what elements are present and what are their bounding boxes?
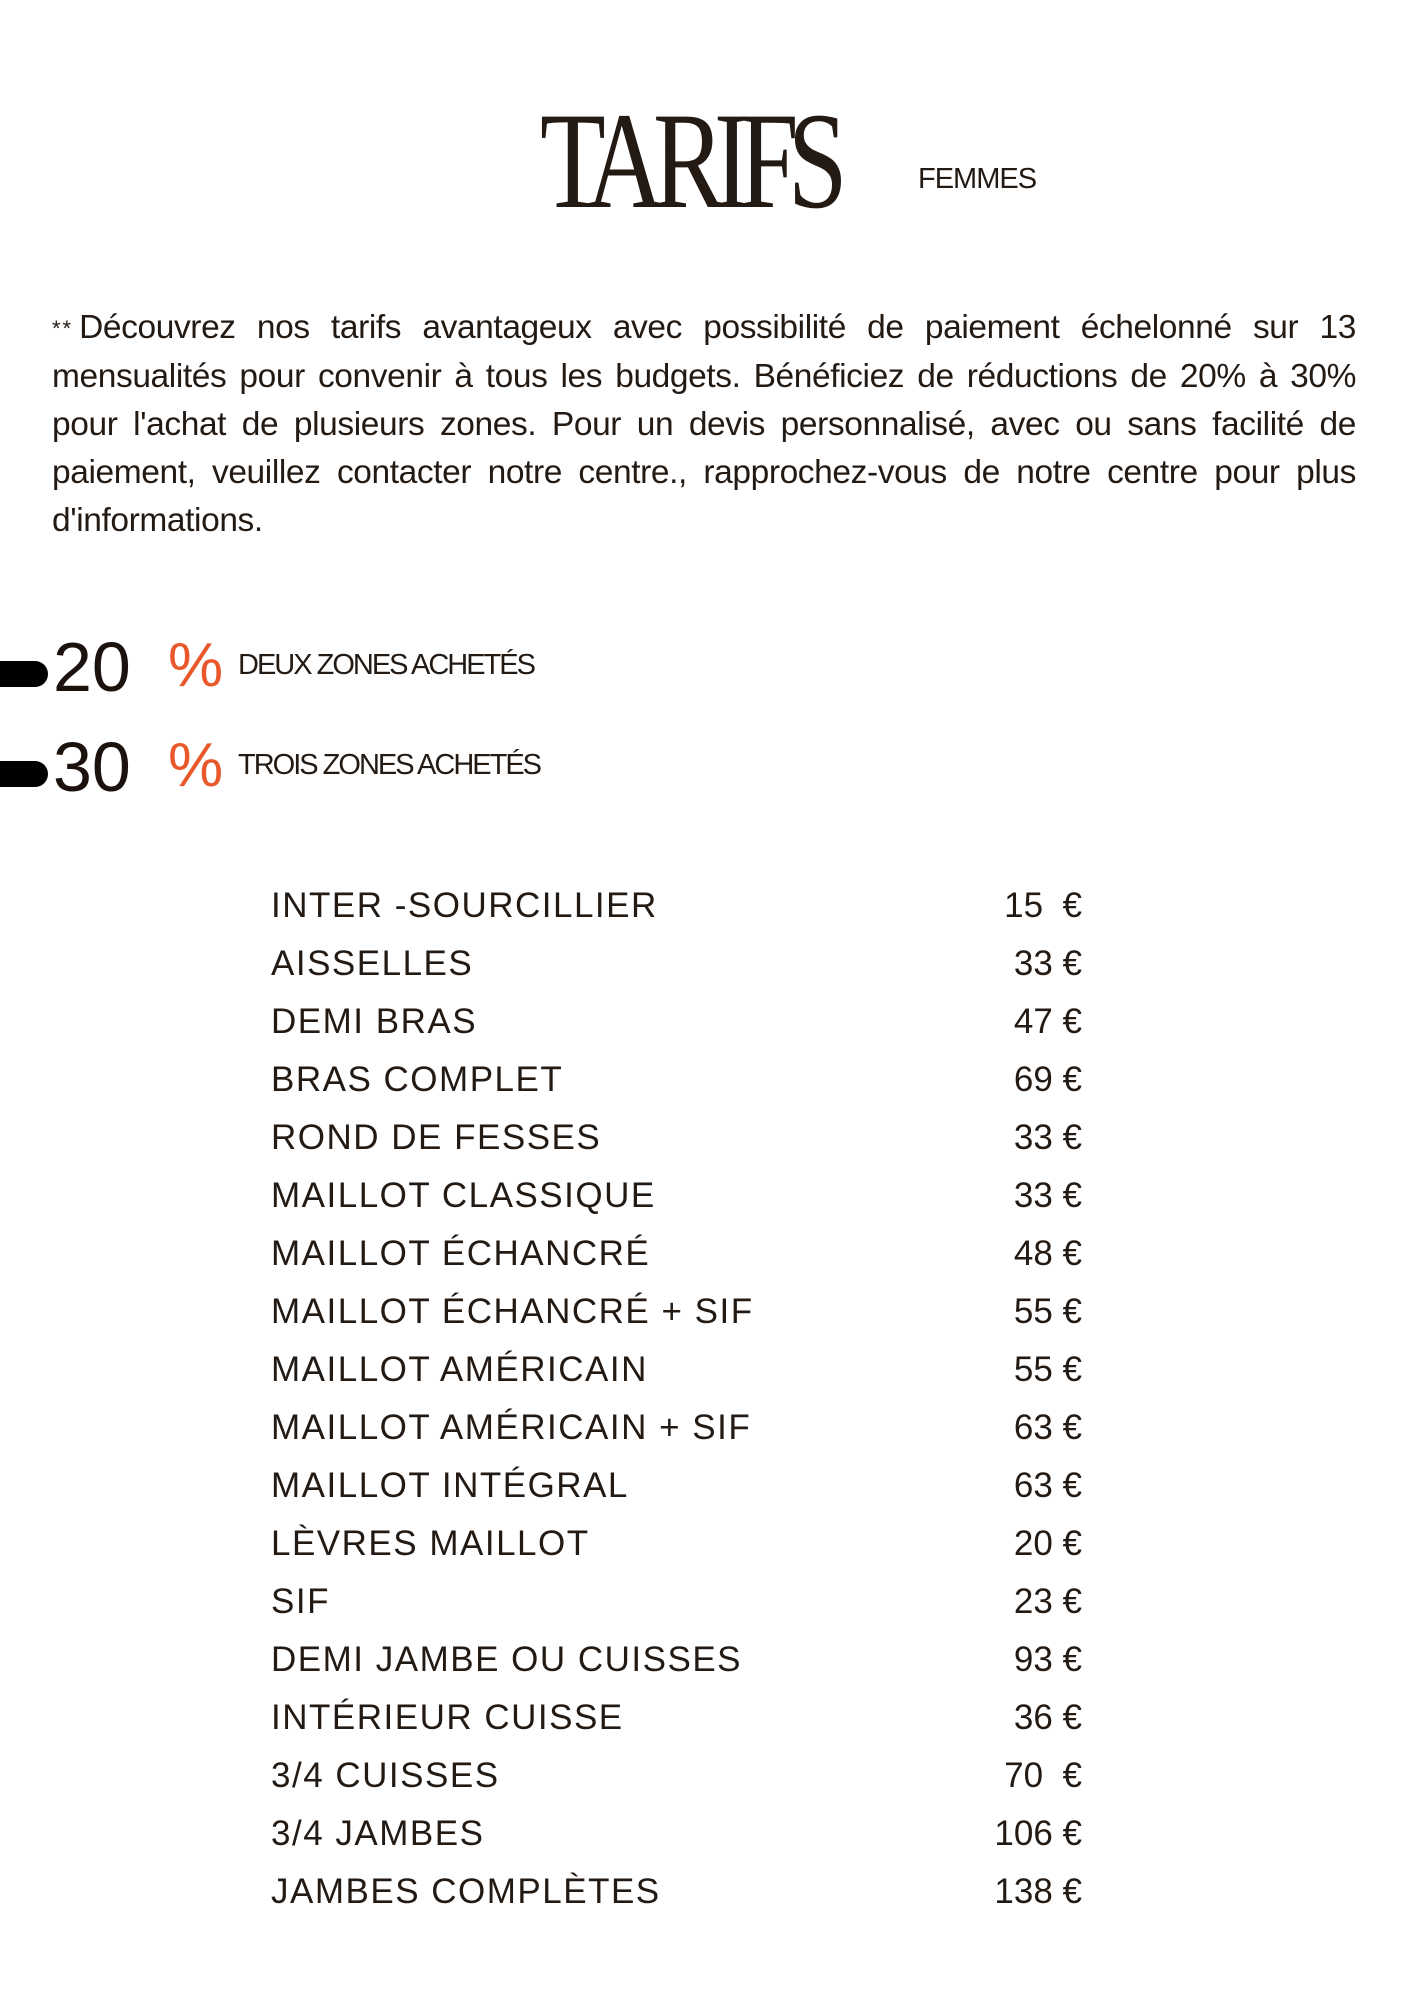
price-row (271, 994, 1082, 1052)
price-row (271, 1342, 1082, 1400)
price-row (271, 1690, 1082, 1748)
price-item-name: DEMI JAMBE OU CUISSES (271, 1640, 743, 1679)
price-item-name: ROND DE FESSES (271, 1118, 602, 1157)
price-item-name: MAILLOT ÉCHANCRÉ (271, 1234, 651, 1273)
price-value: 33 € (1013, 1176, 1082, 1215)
price-item-name: MAILLOT AMÉRICAIN (271, 1350, 648, 1389)
price-value: 23 € (1013, 1582, 1082, 1621)
price-list (271, 878, 1082, 1922)
price-row (271, 1226, 1082, 1284)
price-item-name: INTÉRIEUR CUISSE (271, 1698, 624, 1737)
price-value: 15 € (1004, 886, 1082, 925)
price-value: 138 € (994, 1872, 1082, 1911)
price-item-name: 3/4 CUISSES (271, 1756, 500, 1795)
discount-value: 20 (53, 628, 131, 706)
price-item-name: AISSELLES (271, 944, 474, 983)
intro-text: Découvrez nos tarifs avantageux avec possibilité de paiement échelonné sur 13 mensualités pour convenir à tous les budgets. Bénéficiez de réductions de 20% à 30% pour l'achat de plusieurs zones. Pour un devis personnalisé, avec ou sans facilité de paiement, veuillez contacter notre centre., rapprochez-vous de notre centre pour plus d'informations. (52, 309, 1356, 540)
discount-label: DEUX ZONES ACHETÉS (238, 649, 534, 681)
price-item-name: DEMI BRAS (271, 1002, 478, 1041)
price-row (271, 936, 1082, 994)
price-item-name: JAMBES COMPLÈTES (271, 1872, 661, 1911)
price-value: 55 € (1013, 1350, 1082, 1389)
page-title: TARIFS (540, 84, 837, 237)
price-item-name: 3/4 JAMBES (271, 1814, 485, 1853)
price-row (271, 1458, 1082, 1516)
percent-symbol: % (168, 731, 224, 800)
price-item-name: MAILLOT AMÉRICAIN + SIF (271, 1408, 752, 1447)
price-row (271, 1632, 1082, 1690)
price-row (271, 1748, 1082, 1806)
bullet-marker-icon (0, 761, 48, 787)
discount-three-zones (0, 727, 620, 807)
price-value: 106 € (994, 1814, 1082, 1853)
price-item-name: MAILLOT CLASSIQUE (271, 1176, 656, 1215)
price-row (271, 878, 1082, 936)
price-value: 63 € (1013, 1408, 1082, 1447)
price-row (271, 1110, 1082, 1168)
price-row (271, 1806, 1082, 1864)
price-row (271, 1516, 1082, 1574)
price-item-name: LÈVRES MAILLOT (271, 1524, 590, 1563)
price-item-name: INTER -SOURCILLIER (271, 886, 658, 925)
price-value: 36 € (1013, 1698, 1082, 1737)
percent-symbol: % (168, 631, 224, 700)
discount-two-zones (0, 627, 620, 707)
price-row (271, 1284, 1082, 1342)
price-value: 33 € (1013, 944, 1082, 983)
price-item-name: SIF (271, 1582, 330, 1621)
asterisk-marker: ** (52, 316, 74, 342)
price-value: 20 € (1013, 1524, 1082, 1563)
discount-value: 30 (53, 728, 131, 806)
discount-label: TROIS ZONES ACHETÉS (238, 749, 540, 781)
price-value: 33 € (1013, 1118, 1082, 1157)
intro-paragraph (52, 304, 1356, 545)
price-item-name: BRAS COMPLET (271, 1060, 564, 1099)
price-row (271, 1400, 1082, 1458)
price-row (271, 1052, 1082, 1110)
price-item-name: MAILLOT INTÉGRAL (271, 1466, 629, 1505)
price-item-name: MAILLOT ÉCHANCRÉ + SIF (271, 1292, 754, 1331)
page-subtitle: FEMMES (918, 163, 1037, 195)
price-value: 63 € (1013, 1466, 1082, 1505)
price-value: 47 € (1013, 1002, 1082, 1041)
price-value: 93 € (1013, 1640, 1082, 1679)
price-value: 69 € (1013, 1060, 1082, 1099)
bullet-marker-icon (0, 661, 48, 687)
price-row (271, 1574, 1082, 1632)
price-value: 48 € (1013, 1234, 1082, 1273)
price-row (271, 1168, 1082, 1226)
price-row (271, 1864, 1082, 1922)
price-value: 70 € (1004, 1756, 1082, 1795)
price-value: 55 € (1013, 1292, 1082, 1331)
